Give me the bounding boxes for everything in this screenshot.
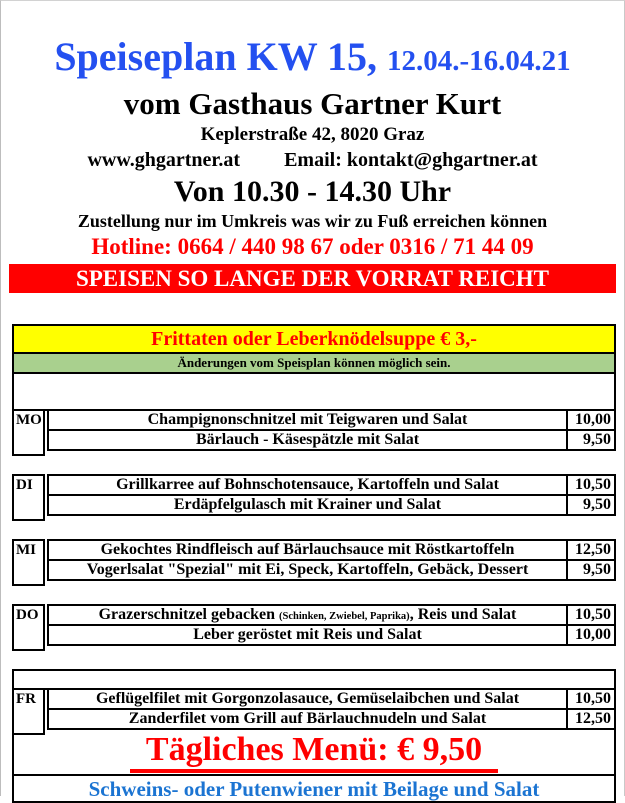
day-block-friday (12, 688, 616, 730)
dish-price: 12,50 (566, 539, 616, 561)
dish-price: 10,00 (566, 409, 616, 431)
day-block-thursday (12, 604, 616, 646)
dish-price: 9,50 (566, 429, 616, 451)
restaurant-name: vom Gasthaus Gartner Kurt (123, 86, 502, 121)
soup-offer-row: Frittaten oder Leberknödelsuppe € 3,- (14, 326, 614, 354)
empty-spacer-row (14, 374, 614, 409)
page-title (1, 34, 624, 84)
dish-rows (47, 604, 616, 646)
dish-name-suffix: , Reis und Salat (409, 606, 517, 623)
dish-name: Grillkarree auf Bohnschotensauce, Kartoffeln und Salat (47, 474, 568, 496)
dish-price: 10,50 (566, 688, 616, 710)
title-text: Speiseplan KW 15, (54, 34, 377, 79)
daily-menu-text: Tägliches Menü: € 9,50 (130, 731, 498, 773)
contact-line (1, 147, 624, 173)
dish-name: Bärlauch - Käsespätzle mit Salat (47, 429, 568, 451)
dish-price: 10,50 (566, 474, 616, 496)
change-notice-row: Änderungen vom Speisplan können möglich sein. (14, 354, 614, 374)
dish-row (47, 604, 616, 626)
dish-name (47, 604, 568, 626)
day-label: FR (12, 688, 45, 735)
day-block-monday (12, 409, 616, 451)
delivery-note: Zustellung nur im Umkreis was wir zu Fuß erreichen können (77, 211, 548, 231)
restaurant-address: Keplerstraße 42, 8020 Graz (200, 124, 425, 145)
dish-name-main: Grazerschnitzel gebacken (98, 606, 275, 623)
dish-rows (47, 539, 616, 581)
dish-rows (47, 474, 616, 516)
dish-row (47, 474, 616, 496)
dish-row (47, 624, 616, 646)
dish-price: 10,00 (566, 624, 616, 646)
opening-hours: Von 10.30 - 14.30 Uhr (173, 175, 452, 208)
day-label: DI (12, 474, 45, 521)
title-date-range: 12.04.-16.04.21 (387, 45, 571, 77)
daily-special-row: Schweins- oder Putenwiener mit Beilage und Salat (12, 774, 616, 803)
daily-menu-row (12, 730, 616, 774)
page-header (1, 34, 624, 293)
dish-price: 9,50 (566, 494, 616, 516)
dish-price: 10,50 (566, 604, 616, 626)
dish-row (47, 494, 616, 516)
hotline-numbers: Hotline: 0664 / 440 98 67 oder 0316 / 71 44 09 (91, 234, 534, 259)
website-text: www.ghgartner.at (87, 149, 241, 171)
day-block-wednesday (12, 539, 616, 581)
dish-row (47, 688, 616, 710)
menu-info-box (12, 324, 616, 411)
day-label: DO (12, 604, 45, 651)
empty-divider-row (12, 669, 616, 690)
dish-rows (47, 688, 616, 730)
dish-row (47, 539, 616, 561)
dish-price: 12,50 (566, 708, 616, 730)
dish-name-note: (Schinken, Zwiebel, Paprika) (279, 611, 410, 622)
dish-name: Zanderfilet vom Grill auf Bärlauchnudeln und Salat (47, 708, 568, 730)
dish-row (47, 409, 616, 431)
day-label: MI (12, 539, 45, 586)
dish-name: Vogerlsalat "Spezial" mit Ei, Speck, Kartoffeln, Gebäck, Dessert (47, 559, 568, 581)
dish-price: 9,50 (566, 559, 616, 581)
dish-name: Champignonschnitzel mit Teigwaren und Salat (47, 409, 568, 431)
dish-name: Geflügelfilet mit Gorgonzolasauce, Gemüselaibchen und Salat (47, 688, 568, 710)
dish-name: Gekochtes Rindfleisch auf Bärlauchsauce mit Röstkartoffeln (47, 539, 568, 561)
dish-name: Leber geröstet mit Reis und Salat (47, 624, 568, 646)
stock-banner: SPEISEN SO LANGE DER VORRAT REICHT (9, 264, 616, 293)
dish-rows (47, 409, 616, 451)
email-text: Email: kontakt@ghgartner.at (284, 149, 538, 171)
dish-row (47, 559, 616, 581)
dish-name: Erdäpfelgulasch mit Krainer und Salat (47, 494, 568, 516)
menu-table (12, 324, 616, 803)
dish-row (47, 429, 616, 451)
day-label: MO (12, 409, 45, 456)
day-block-tuesday (12, 474, 616, 516)
dish-row (47, 708, 616, 730)
